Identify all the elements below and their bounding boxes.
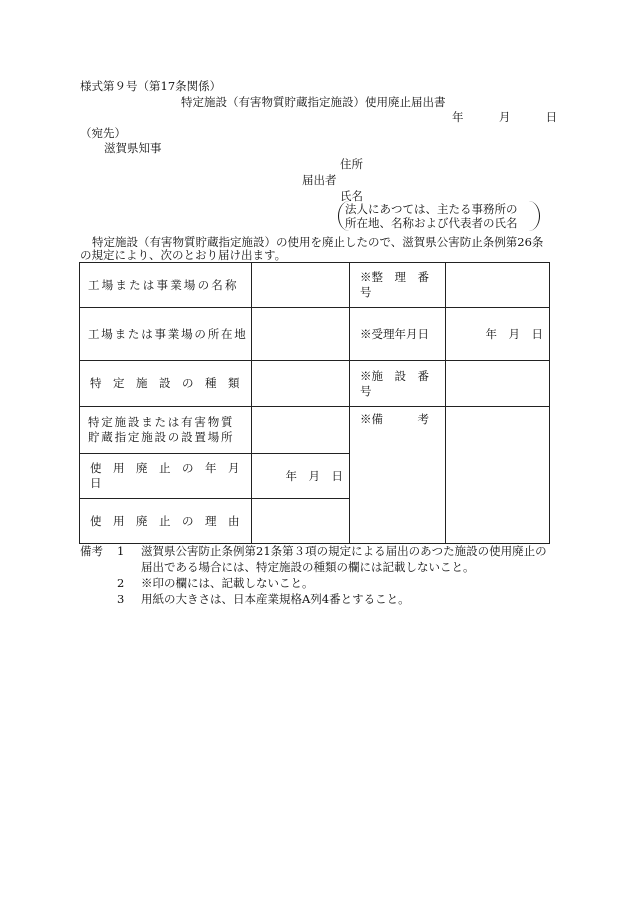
table-row: [80, 361, 550, 407]
note-text: 滋賀県公害防止条例第21条第３項の規定による届出のあつた施設の使用廃止の: [141, 544, 547, 558]
install-place-label-line1: 特定施設または有害物質: [88, 415, 235, 429]
notification-table: [79, 262, 550, 544]
facility-type-field[interactable]: [252, 361, 350, 407]
remarks-field[interactable]: [446, 407, 550, 544]
addressee-label: （宛先）: [80, 126, 126, 140]
note-text-continued: 届出である場合には、特定施設の種類の欄には記載しないこと。: [141, 560, 475, 574]
facility-number-field[interactable]: [446, 361, 550, 407]
facility-number-label: ※施 設 番 号: [350, 361, 446, 407]
stop-date-field[interactable]: 年 月 日: [252, 454, 350, 499]
received-date-label: ※受理年月日: [350, 308, 446, 361]
notifier-label: 届出者: [302, 173, 337, 187]
note-text: 用紙の大きさは、日本産業規格A列4番とすること。: [141, 592, 410, 606]
addressee-name: 滋賀県知事: [104, 141, 162, 155]
facility-type-label: 特 定 施 設 の 種 類: [80, 361, 252, 407]
note-number: 1: [117, 544, 125, 558]
note-number: 3: [117, 592, 125, 606]
facility-name-label: 工場または事業場の名称: [80, 263, 252, 308]
control-number-field[interactable]: [446, 263, 550, 308]
address-label: 住所: [340, 157, 363, 171]
note-number: 2: [117, 576, 125, 590]
body-text-line1: 特定施設（有害物質貯蔵指定施設）の使用を廃止したので、滋賀県公害防止条例第26条: [92, 235, 544, 249]
facility-name-field[interactable]: [252, 263, 350, 308]
stop-reason-label: 使 用 廃 止 の 理 由: [80, 499, 252, 544]
stop-reason-field[interactable]: [252, 499, 350, 544]
install-place-label-line2: 貯蔵指定施設の設置場所: [88, 430, 235, 444]
table-row: [80, 263, 550, 308]
received-date-field[interactable]: 年 月 日: [446, 308, 550, 361]
body-text-line2: の規定により、次のとおり届け出ます。: [80, 248, 287, 262]
facility-location-label: 工場または事業場の所在地: [80, 308, 252, 361]
facility-location-field[interactable]: [252, 308, 350, 361]
note-text: ※印の欄には、記載しないこと。: [141, 576, 314, 590]
install-place-field[interactable]: [252, 407, 350, 454]
corporation-note-line2: 所在地、名称および代表者の氏名: [345, 216, 518, 230]
table-row: [80, 407, 550, 454]
date-month-label: 月: [498, 110, 511, 124]
date-day-label: 日: [545, 110, 558, 124]
remarks-label: ※備 考: [350, 407, 446, 544]
corporation-note: [338, 201, 540, 231]
date-year-label: 年: [452, 110, 464, 124]
form-number: 様式第９号（第17条関係）: [80, 79, 222, 93]
notes-heading: 備考: [80, 544, 103, 558]
control-number-label: ※整 理 番 号: [350, 263, 446, 308]
submission-date: [452, 112, 557, 124]
name-label: 氏名: [340, 189, 363, 203]
corporation-note-line1: 法人にあつては、主たる事務所の: [345, 202, 518, 216]
form-title: 特定施設（有害物質貯蔵指定施設）使用廃止届出書: [181, 95, 446, 109]
table-row: [80, 308, 550, 361]
install-place-label: [80, 407, 252, 454]
stop-date-label: 使 用 廃 止 の 年 月 日: [80, 454, 252, 499]
